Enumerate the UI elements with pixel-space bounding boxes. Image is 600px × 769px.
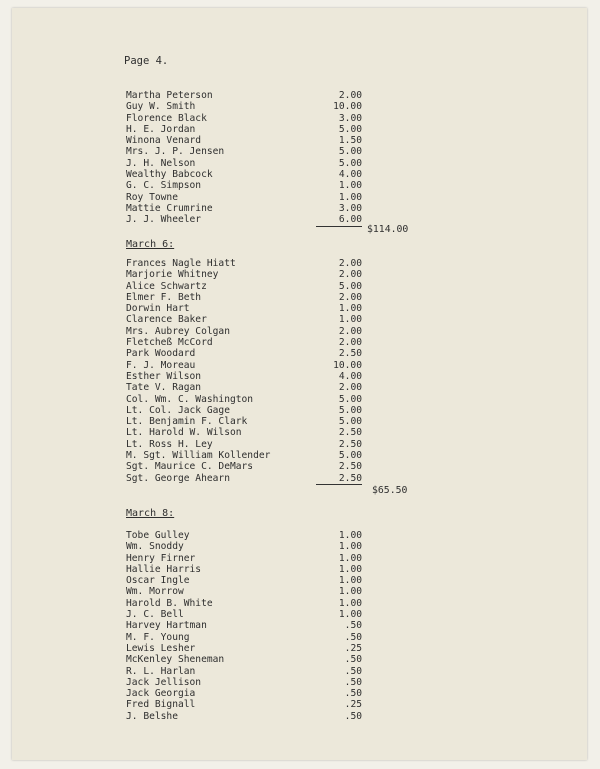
list-item [124,371,424,382]
contribution-amount: 2.00 [338,382,362,394]
contributor-name: Fred Bignall [126,699,196,711]
contributor-name: Lt. Col. Jack Gage [126,404,230,416]
list-item [124,348,424,359]
contributor-name: Florence Black [126,112,207,124]
list-item [124,564,424,575]
contributor-name: R. L. Harlan [126,665,196,677]
contribution-amount: 5.00 [338,393,362,405]
contributor-name: Harold B. White [126,597,213,609]
list-item [124,439,424,450]
list-item [124,575,424,586]
contributor-name: F. J. Moreau [126,359,196,371]
contribution-amount: 5.00 [338,416,362,428]
list-item [124,192,424,203]
list-item [124,314,424,325]
contribution-amount: .50 [344,620,362,632]
contribution-amount: .25 [344,699,362,711]
contributor-name: Harvey Hartman [126,620,207,632]
contributor-name: Lt. Benjamin F. Clark [126,416,248,428]
contributor-name: Mattie Crumrine [126,202,213,214]
contribution-amount: 2.00 [338,325,362,337]
contribution-amount: 4.00 [338,370,362,382]
list-item [124,281,424,292]
list-item [124,450,424,461]
contribution-amount: 1.00 [338,541,362,553]
contributor-name: J. C. Bell [126,609,184,621]
contribution-amount: 2.00 [338,90,362,101]
contribution-amount: 2.50 [338,438,362,450]
contribution-amount: 1.00 [338,586,362,598]
list-item [124,598,424,609]
contributor-name: Oscar Ingle [126,575,190,587]
list-item [124,158,424,169]
list-item [124,461,424,472]
contribution-amount: 2.00 [338,337,362,349]
contributor-name: Winona Venard [126,135,202,147]
list-item [124,180,424,191]
contribution-amount: 1.00 [338,191,362,203]
contribution-amount: .50 [344,665,362,677]
contributor-name: Elmer F. Beth [126,291,202,303]
list-item [124,269,424,280]
list-item [124,473,424,484]
list-item [124,541,424,552]
contribution-amount: 10.00 [333,359,362,371]
list-item [124,609,424,620]
contribution-amount: 2.50 [338,348,362,360]
contribution-amount: 1.00 [338,303,362,315]
contributor-name: Mrs. J. P. Jensen [126,146,225,158]
contributor-name: J. J. Wheeler [126,214,202,226]
contribution-amount: 1.00 [338,609,362,621]
contributor-name: Lt. Harold W. Wilson [126,427,242,439]
list-item [124,677,424,688]
contribution-amount: 10.00 [333,101,362,113]
contributor-name: Tate V. Ragan [126,382,202,394]
contribution-amount: 1.00 [338,597,362,609]
contribution-amount: 6.00 [316,214,362,226]
list-item [124,654,424,665]
page-label: Page 4. [124,55,169,67]
contribution-amount: 1.00 [338,552,362,564]
contributor-name: Sgt. George Ahearn [126,472,230,484]
contributor-name: Frances Nagle Hiatt [126,258,236,269]
contribution-amount: 5.00 [338,450,362,462]
list-item [124,394,424,405]
contributor-name: Lt. Ross H. Ley [126,438,213,450]
contribution-amount: 5.00 [338,146,362,158]
contribution-amount: 2.00 [338,269,362,281]
list-item [124,360,424,371]
contributor-name: Guy W. Smith [126,101,196,113]
contribution-amount: 1.00 [338,530,362,541]
contributor-name: Wm. Snoddy [126,541,184,553]
contributor-name: Alice Schwartz [126,280,207,292]
contribution-amount: 5.00 [338,404,362,416]
contributor-name: Col. Wm. C. Washington [126,393,254,405]
contribution-amount: .50 [344,631,362,643]
contribution-amount: .50 [344,676,362,688]
contributor-name: G. C. Simpson [126,180,202,192]
contributor-name: M. F. Young [126,631,190,643]
contributor-name: Park Woodard [126,348,196,360]
contributor-name: Mrs. Aubrey Colgan [126,325,230,337]
contributor-name: Esther Wilson [126,370,202,382]
contributor-name: Martha Peterson [126,90,213,101]
contribution-amount: 5.00 [338,123,362,135]
section-march-8 [124,530,424,722]
list-item [124,620,424,631]
contribution-amount: 5.00 [338,157,362,169]
contribution-amount: 5.00 [338,280,362,292]
contribution-amount: 1.00 [338,314,362,326]
contribution-amount: 3.00 [338,112,362,124]
list-item [124,203,424,214]
contributor-name: Sgt. Maurice C. DeMars [126,461,254,473]
contributor-name: J. Belshe [126,710,178,722]
contributor-name: Marjorie Whitney [126,269,219,281]
contributor-name: Jack Jellison [126,676,202,688]
contribution-amount: .50 [344,710,362,722]
contribution-amount: 3.00 [338,202,362,214]
contributor-name: McKenley Sheneman [126,654,225,666]
list-item [124,146,424,157]
contribution-amount: 1.50 [338,135,362,147]
list-item [124,113,424,124]
list-item [124,688,424,699]
contribution-amount: 1.00 [338,180,362,192]
list-item [124,643,424,654]
list-item [124,169,424,180]
section-march-6 [124,258,424,484]
contributor-name: Wm. Morrow [126,586,184,598]
contributor-name: Dorwin Hart [126,303,190,315]
contribution-amount: 1.00 [338,575,362,587]
list-item [124,632,424,643]
contributor-name: Jack Georgia [126,688,196,700]
contributor-name: Fletcheß McCord [126,337,213,349]
contributor-name: H. E. Jordan [126,123,196,135]
list-item [124,258,424,269]
contributor-name: Roy Towne [126,191,178,203]
contribution-amount: 2.50 [316,473,362,485]
list-item [124,135,424,146]
section-label-march-6: March 6: [126,239,175,250]
section-total: $114.00 [367,224,409,235]
contributor-name: Lewis Lesher [126,642,196,654]
contributor-name: Clarence Baker [126,314,207,326]
list-item [124,405,424,416]
list-item [124,337,424,348]
contribution-amount: 2.50 [338,427,362,439]
contribution-amount: 1.00 [338,563,362,575]
list-item [124,699,424,710]
contribution-amount: .25 [344,642,362,654]
list-item [124,382,424,393]
contributor-name: J. H. Nelson [126,157,196,169]
contributor-name: Henry Firner [126,552,196,564]
contribution-amount: 2.50 [338,461,362,473]
list-item [124,292,424,303]
list-item [124,666,424,677]
section-total: $65.50 [372,485,408,496]
list-item [124,553,424,564]
contributor-name: Hallie Harris [126,563,202,575]
list-item [124,101,424,112]
section-feb [124,90,424,226]
list-item [124,416,424,427]
list-item [124,711,424,722]
contributor-name: Tobe Gulley [126,530,190,541]
list-item [124,326,424,337]
contribution-amount: .50 [344,654,362,666]
contribution-amount: 4.00 [338,169,362,181]
list-item [124,90,424,101]
contributor-name: M. Sgt. William Kollender [126,450,271,462]
list-item [124,427,424,438]
document-page [12,8,587,760]
list-item [124,124,424,135]
contribution-amount: .50 [344,688,362,700]
section-label-march-8: March 8: [126,508,175,519]
list-item [124,303,424,314]
list-item [124,530,424,541]
contribution-amount: 2.00 [338,258,362,269]
list-item [124,586,424,597]
contributor-name: Wealthy Babcock [126,169,213,181]
contribution-amount: 2.00 [338,291,362,303]
